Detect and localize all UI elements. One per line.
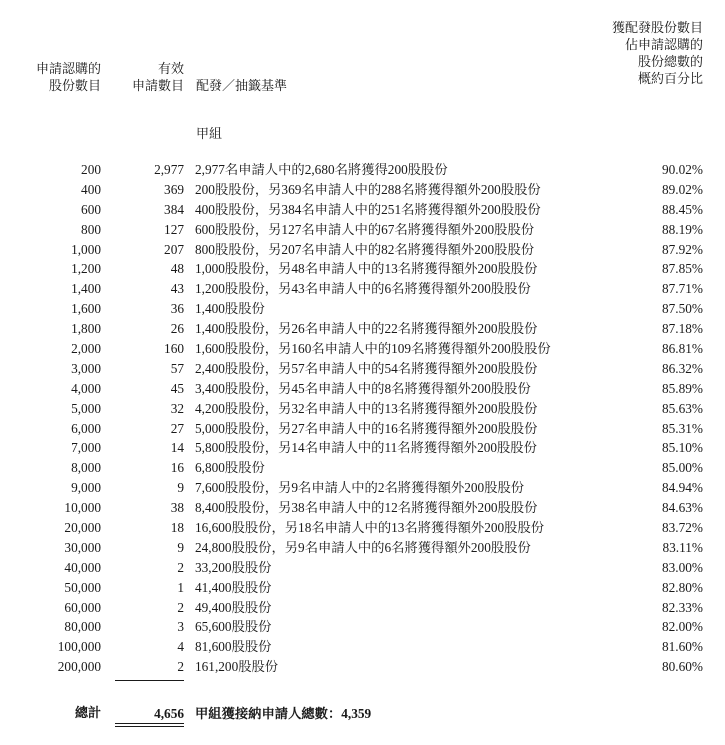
percentage-cell: 83.72% (662, 520, 703, 536)
shares-applied-cell: 1,600 (71, 301, 101, 317)
table-row (0, 299, 725, 319)
table-row (0, 220, 725, 240)
shares-applied-cell: 9,000 (71, 480, 101, 496)
valid-applications-cell: 26 (170, 321, 184, 337)
allocation-basis-cell: 400股股份，另384名申請人中的251名將獲得額外200股股份 (195, 201, 541, 217)
shares-applied-cell: 1,000 (71, 241, 101, 257)
percentage-cell: 82.33% (662, 599, 703, 615)
allocation-basis-cell: 1,400股股份 (195, 301, 265, 317)
valid-applications-cell: 27 (170, 420, 184, 436)
allocation-basis-cell: 49,400股股份 (195, 599, 272, 615)
header-percentage-line4: 概約百分比 (637, 72, 703, 87)
allocation-basis-cell: 1,200股股份，另43名申請人中的6名將獲得額外200股股份 (195, 281, 531, 297)
shares-applied-cell: 7,000 (71, 440, 101, 456)
valid-applications-cell: 14 (170, 440, 184, 456)
valid-applications-cell: 1 (177, 579, 184, 595)
valid-applications-cell: 160 (164, 341, 184, 357)
percentage-cell: 86.32% (662, 360, 703, 376)
allocation-basis-cell: 3,400股股份，另45名申請人中的8名將獲得額外200股股份 (195, 380, 531, 396)
percentage-cell: 81.60% (662, 639, 703, 655)
percentage-cell: 85.10% (662, 440, 703, 456)
valid-applications-cell: 4 (177, 639, 184, 655)
allocation-basis-cell: 16,600股股份，另18名申請人中的13名將獲得額外200股股份 (195, 520, 545, 536)
header-valid-applications-line2: 申請數目 (131, 79, 184, 94)
allocation-basis-cell: 600股股份，另127名申請人中的67名將獲得額外200股股份 (195, 221, 535, 237)
percentage-cell: 87.50% (662, 301, 703, 317)
shares-applied-cell: 8,000 (71, 460, 101, 476)
percentage-cell: 82.80% (662, 579, 703, 595)
percentage-cell: 88.45% (662, 201, 703, 217)
header-percentage-line3: 股份總數的 (637, 55, 703, 70)
header-percentage-line1: 獲配發股份數目 (611, 21, 703, 36)
header-valid-applications (132, 61, 184, 95)
allocation-basis-cell: 33,200股股份 (195, 559, 272, 575)
shares-applied-cell: 20,000 (64, 520, 101, 536)
table-row (0, 657, 725, 677)
table-row (0, 379, 725, 399)
allocation-basis-cell: 6,800股股份 (195, 460, 265, 476)
table-row (0, 637, 725, 657)
valid-applications-cell: 2 (177, 559, 184, 575)
allocation-basis-cell: 2,400股股份，另57名申請人中的54名將獲得額外200股股份 (195, 360, 538, 376)
total-rule-bottom-1 (115, 723, 184, 724)
shares-applied-cell: 400 (81, 181, 101, 197)
percentage-cell: 85.63% (662, 400, 703, 416)
shares-applied-cell: 1,800 (71, 321, 101, 337)
valid-applications-cell: 9 (177, 539, 184, 555)
header-allocation-basis: 配發／抽籤基準 (196, 79, 288, 94)
percentage-cell: 82.00% (662, 619, 703, 635)
allocation-table (0, 160, 725, 677)
shares-applied-cell: 5,000 (71, 400, 101, 416)
allocation-basis-cell: 161,200股股份 (195, 659, 279, 675)
allocation-basis-cell: 1,600股股份，另160名申請人中的109名將獲得額外200股股份 (195, 341, 551, 357)
shares-applied-cell: 100,000 (57, 639, 101, 655)
shares-applied-cell: 40,000 (64, 559, 101, 575)
valid-applications-cell: 48 (170, 261, 184, 277)
allocation-basis-cell: 800股股份，另207名申請人中的82名將獲得額外200股股份 (195, 241, 535, 257)
valid-applications-cell: 384 (164, 201, 184, 217)
percentage-cell: 87.85% (662, 261, 703, 277)
header-shares-applied-line2: 股份數目 (48, 79, 101, 94)
percentage-cell: 90.02% (662, 162, 703, 177)
total-row (0, 704, 725, 724)
allocation-basis-cell: 1,400股股份，另26名申請人中的22名將獲得額外200股股份 (195, 321, 538, 337)
valid-applications-cell: 43 (170, 281, 184, 297)
shares-applied-cell: 4,000 (71, 380, 101, 396)
percentage-cell: 83.00% (662, 559, 703, 575)
valid-applications-cell: 18 (170, 520, 184, 536)
table-row (0, 339, 725, 359)
shares-applied-cell: 50,000 (64, 579, 101, 595)
header-percentage (612, 20, 703, 88)
table-row (0, 399, 725, 419)
percentage-cell: 84.94% (662, 480, 703, 496)
total-label: 總計 (74, 706, 101, 721)
valid-applications-cell: 45 (170, 380, 184, 396)
percentage-cell: 88.19% (662, 221, 703, 237)
table-row (0, 578, 725, 598)
allocation-basis-cell: 2,977名申請人中的2,680名將獲得200股股份 (195, 162, 448, 177)
shares-applied-cell: 200 (81, 162, 101, 177)
percentage-cell: 89.02% (662, 181, 703, 197)
allocation-basis-cell: 5,000股股份，另27名申請人中的16名將獲得額外200股股份 (195, 420, 538, 436)
table-row (0, 319, 725, 339)
header-shares-applied-line1: 申請認購的 (35, 62, 101, 77)
table-row (0, 478, 725, 498)
valid-applications-cell: 38 (170, 500, 184, 516)
table-row (0, 359, 725, 379)
percentage-cell: 85.31% (662, 420, 703, 436)
percentage-cell: 87.18% (662, 321, 703, 337)
table-row (0, 598, 725, 618)
header-percentage-line2: 佔申請認購的 (624, 38, 703, 53)
percentage-cell: 85.89% (662, 380, 703, 396)
valid-applications-cell: 57 (170, 360, 184, 376)
table-row (0, 180, 725, 200)
header-valid-applications-line1: 有效 (157, 62, 184, 77)
shares-applied-cell: 60,000 (64, 599, 101, 615)
table-row (0, 240, 725, 260)
total-rule-bottom-2 (115, 726, 184, 727)
total-rule-top (115, 680, 184, 681)
allocation-basis-cell: 24,800股股份，另9名申請人中的6名將獲得額外200股股份 (195, 539, 531, 555)
shares-applied-cell: 600 (81, 201, 101, 217)
allocation-basis-cell: 65,600股股份 (195, 619, 272, 635)
valid-applications-cell: 2 (177, 659, 184, 675)
total-value: 4,656 (154, 706, 184, 721)
table-row (0, 419, 725, 439)
shares-applied-cell: 1,200 (71, 261, 101, 277)
valid-applications-cell: 127 (164, 221, 184, 237)
shares-applied-cell: 80,000 (64, 619, 101, 635)
valid-applications-cell: 32 (170, 400, 184, 416)
percentage-cell: 84.63% (662, 500, 703, 516)
table-row (0, 200, 725, 220)
valid-applications-cell: 36 (170, 301, 184, 317)
allocation-basis-cell: 1,000股股份，另48名申請人中的13名將獲得額外200股股份 (195, 261, 538, 277)
header-shares-applied (36, 61, 101, 95)
allocation-basis-cell: 81,600股股份 (195, 639, 272, 655)
valid-applications-cell: 2 (177, 599, 184, 615)
percentage-cell: 86.81% (662, 341, 703, 357)
allocation-basis-cell: 41,400股股份 (195, 579, 272, 595)
percentage-cell: 87.92% (662, 241, 703, 257)
valid-applications-cell: 2,977 (154, 162, 184, 177)
table-row (0, 538, 725, 558)
shares-applied-cell: 200,000 (57, 659, 101, 675)
valid-applications-cell: 369 (164, 181, 184, 197)
allocation-basis-cell: 5,800股股份，另14名申請人中的11名將獲得額外200股股份 (195, 440, 537, 456)
shares-applied-cell: 3,000 (71, 360, 101, 376)
table-row (0, 518, 725, 538)
percentage-cell: 80.60% (662, 659, 703, 675)
valid-applications-cell: 207 (164, 241, 184, 257)
total-note: 甲組獲接納申請人總數：4,359 (195, 706, 372, 721)
allocation-basis-cell: 4,200股股份，另32名申請人中的13名將獲得額外200股股份 (195, 400, 538, 416)
allocation-basis-cell: 7,600股股份，另9名申請人中的2名將獲得額外200股股份 (195, 480, 525, 496)
percentage-cell: 85.00% (662, 460, 703, 476)
shares-applied-cell: 30,000 (64, 539, 101, 555)
allocation-basis-cell: 8,400股股份，另38名申請人中的12名將獲得額外200股股份 (195, 500, 538, 516)
table-row (0, 617, 725, 637)
table-row (0, 498, 725, 518)
percentage-cell: 87.71% (662, 281, 703, 297)
group-label: 甲組 (196, 127, 223, 142)
valid-applications-cell: 16 (170, 460, 184, 476)
shares-applied-cell: 2,000 (71, 341, 101, 357)
table-row (0, 438, 725, 458)
table-row (0, 160, 725, 180)
table-row (0, 558, 725, 578)
table-row (0, 279, 725, 299)
shares-applied-cell: 6,000 (71, 420, 101, 436)
allocation-basis-cell: 200股股份，另369名申請人中的288名將獲得額外200股股份 (195, 181, 541, 197)
shares-applied-cell: 10,000 (64, 500, 101, 516)
percentage-cell: 83.11% (662, 539, 703, 555)
valid-applications-cell: 3 (177, 619, 184, 635)
table-row (0, 259, 725, 279)
shares-applied-cell: 1,400 (71, 281, 101, 297)
table-row (0, 458, 725, 478)
shares-applied-cell: 800 (81, 221, 101, 237)
valid-applications-cell: 9 (177, 480, 184, 496)
